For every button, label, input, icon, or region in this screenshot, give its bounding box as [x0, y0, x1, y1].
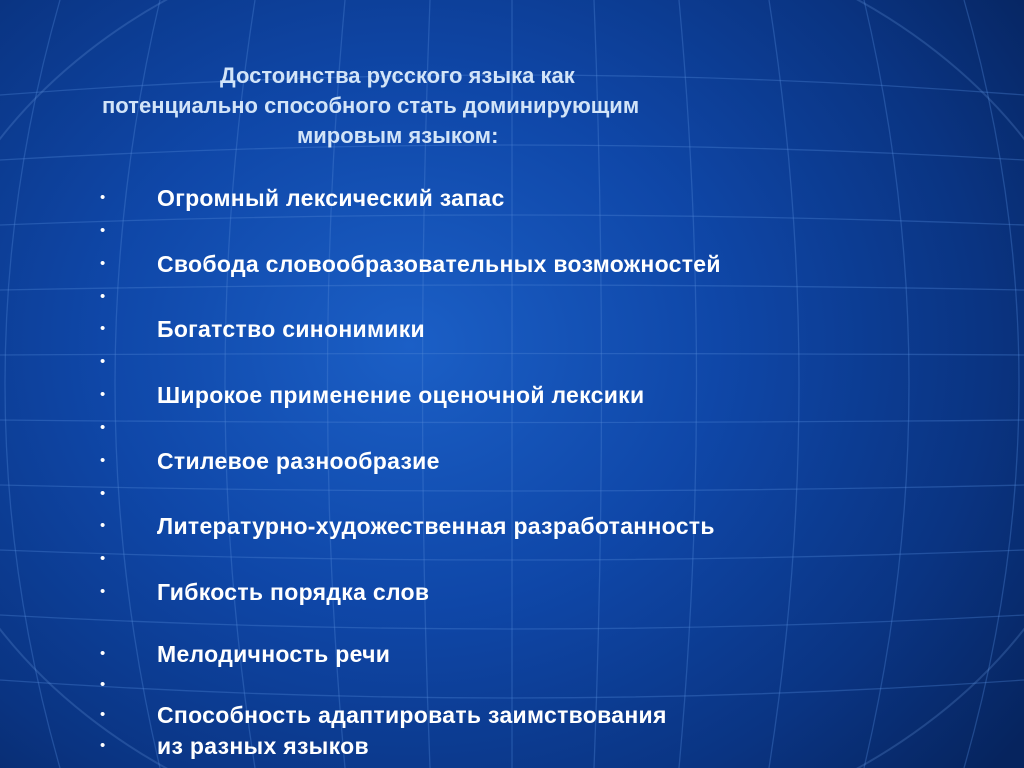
title-line-2: потенциально способного стать доминирующим: [102, 93, 640, 118]
bullet: •: [100, 737, 106, 754]
list-item-text: Способность адаптировать заимствования: [157, 702, 667, 728]
title-line-3: мировым языком:: [297, 123, 499, 148]
bullet: •: [100, 517, 106, 534]
bullet: •: [100, 452, 106, 469]
list-item-text: Гибкость порядка слов: [157, 579, 430, 605]
list-item-text: Мелодичность речи: [157, 641, 391, 667]
list-item-text: Огромный лексический запас: [157, 185, 505, 211]
bullet: •: [100, 583, 106, 600]
bullet: •: [100, 485, 106, 502]
bullet: •: [100, 645, 106, 662]
bullet: •: [100, 386, 106, 403]
bullet: •: [100, 255, 106, 272]
bullet: •: [100, 550, 106, 567]
bullet: •: [100, 419, 106, 436]
list-item-text: Богатство синонимики: [157, 316, 425, 342]
bullet: •: [100, 222, 106, 239]
bullet: •: [100, 320, 106, 337]
bullet: •: [100, 676, 106, 693]
list-item-text: из разных языков: [157, 733, 369, 759]
list-item-text: Широкое применение оценочной лексики: [157, 382, 645, 408]
list-item-text: Свобода словообразовательных возможностей: [157, 251, 721, 277]
bullet: •: [100, 353, 106, 370]
bullet: •: [100, 706, 106, 723]
list-item-text: Литературно-художественная разработанность: [157, 513, 715, 539]
bullet: •: [100, 288, 106, 305]
bullet: •: [100, 189, 106, 206]
list-item-text: Стилевое разнообразие: [157, 448, 440, 474]
title-line-1: Достоинства русского языка как: [220, 63, 575, 88]
